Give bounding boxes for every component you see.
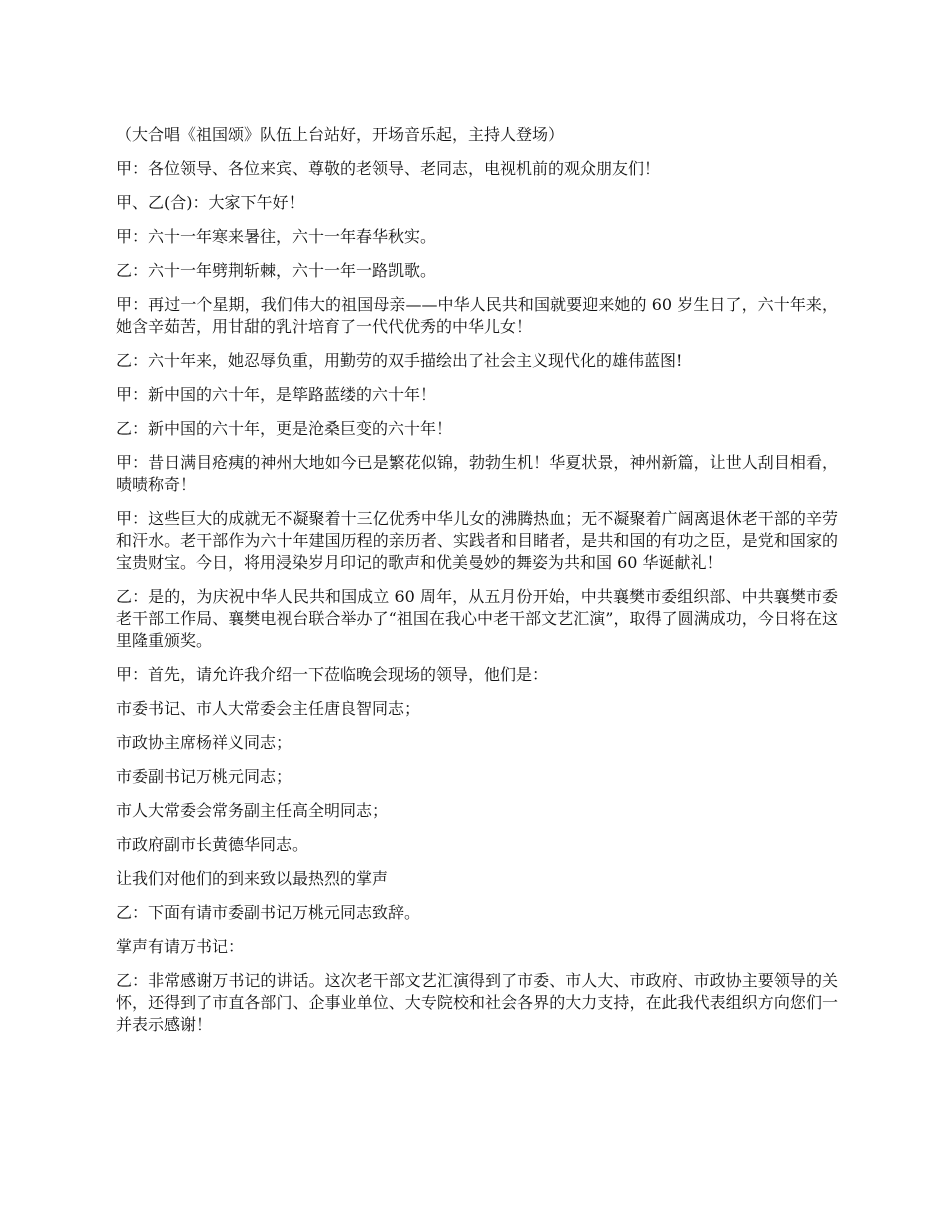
dialogue-paragraph: 乙：六十年来，她忍辱负重，用勤劳的双手描绘出了社会主义现代化的雄伟蓝图! bbox=[116, 351, 683, 370]
stage-direction: （大合唱《祖国颂》队伍上台站好，开场音乐起，主持人登场） bbox=[116, 125, 565, 144]
dialogue-paragraph: 甲：首先，请允许我介绍一下莅临晚会现场的领导，他们是： bbox=[116, 665, 549, 684]
dialogue-paragraph: 甲：这些巨大的成就无不凝聚着十三亿优秀中华儿女的沸腾热血；无不凝聚着广阔离退休老干部的辛劳和汗水。老干部作为六十年建国历程的亲历者、实践者和目睹者，是共和国的有功之臣，是党和国家的宝贵财宝。今日，将用浸染岁月印记的歌声和优美曼妙的舞姿为共和国 60 华诞献礼！ bbox=[116, 509, 838, 572]
dialogue-paragraph: 甲：新中国的六十年，是筚路蓝缕的六十年！ bbox=[116, 385, 437, 404]
document-body bbox=[116, 124, 838, 1048]
dialogue-paragraph: 乙：下面有请市委副书记万桃元同志致辞。 bbox=[116, 903, 421, 922]
leader-list-item: 市政府副市长黄德华同志。 bbox=[116, 835, 309, 854]
leader-list-item: 市委副书记万桃元同志； bbox=[116, 767, 293, 786]
dialogue-paragraph: 乙：非常感谢万书记的讲话。这次老干部文艺汇演得到了市委、市人大、市政府、市政协主要领导的关怀，还得到了市直各部门、企事业单位、大专院校和社会各界的大力支持，在此我代表组织方向您们一并表示感谢！ bbox=[116, 971, 838, 1034]
leader-list-item: 市人大常委会常务副主任高全明同志； bbox=[116, 801, 389, 820]
dialogue-paragraph: 乙：六十一年劈荆斩棘，六十一年一路凯歌。 bbox=[116, 261, 437, 280]
dialogue-paragraph: 甲：昔日满目疮痍的神州大地如今已是繁花似锦，勃勃生机！华夏状景，神州新篇，让世人刮目相看，啧啧称奇！ bbox=[116, 453, 838, 494]
dialogue-paragraph: 甲：再过一个星期，我们伟大的祖国母亲——中华人民共和国就要迎来她的 60 岁生日了，六十年来，她含辛茹苦，用甘甜的乳汁培育了一代代优秀的中华儿女！ bbox=[116, 295, 838, 336]
leader-list-item: 市政协主席杨祥义同志； bbox=[116, 733, 293, 752]
leader-list-item: 市委书记、市人大常委会主任唐良智同志； bbox=[116, 699, 421, 718]
dialogue-paragraph: 乙：新中国的六十年，更是沧桑巨变的六十年！ bbox=[116, 419, 453, 438]
dialogue-paragraph: 甲：六十一年寒来暑往，六十一年春华秋实。 bbox=[116, 227, 437, 246]
dialogue-paragraph: 掌声有请万书记： bbox=[116, 937, 245, 956]
dialogue-paragraph: 让我们对他们的到来致以最热烈的掌声 bbox=[116, 869, 389, 888]
dialogue-paragraph: 乙：是的，为庆祝中华人民共和国成立 60 周年，从五月份开始，中共襄樊市委组织部、中共襄樊市委老干部工作局、襄樊电视台联合举办了“祖国在我心中老干部文艺汇演”，取得了圆满成功，今日将在这里隆重颁奖。 bbox=[116, 587, 838, 650]
dialogue-paragraph: 甲、乙(合)：大家下午好！ bbox=[116, 193, 305, 212]
dialogue-paragraph: 甲：各位领导、各位来宾、尊敬的老领导、老同志，电视机前的观众朋友们！ bbox=[116, 159, 661, 178]
